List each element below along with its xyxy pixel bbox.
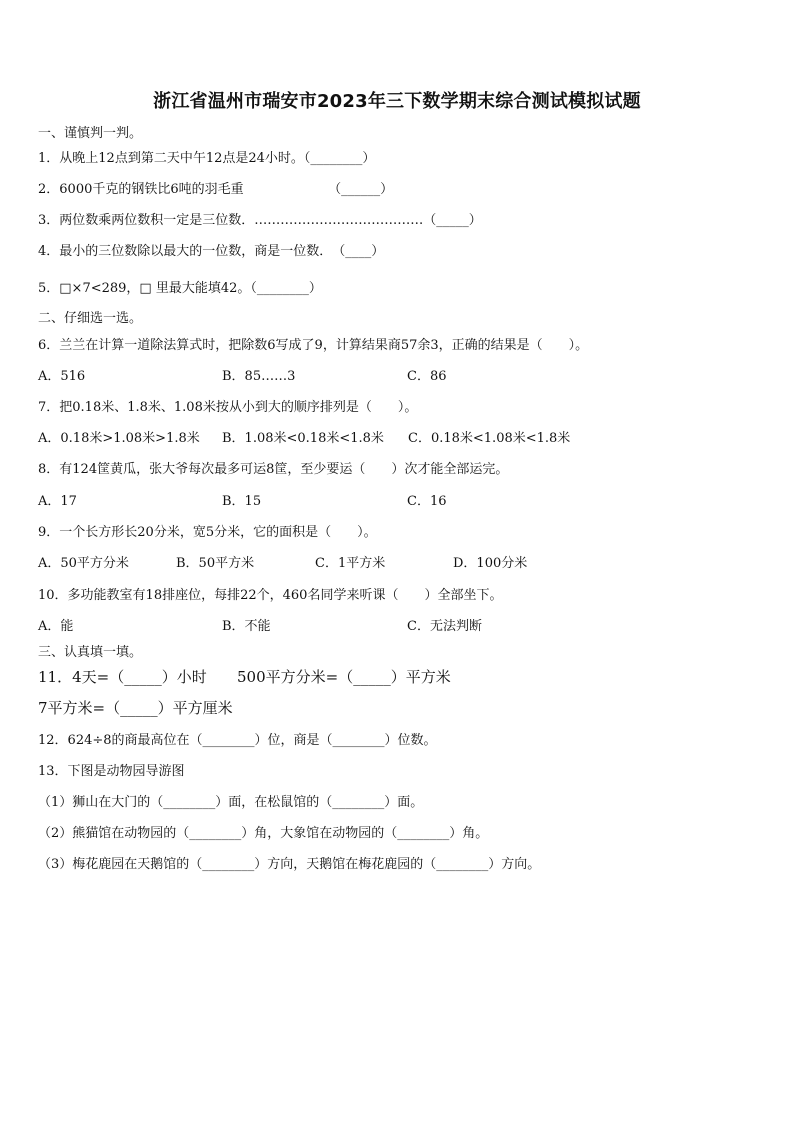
question-6: 6．兰兰在计算一道除法算式时，把除数6写成了9，计算结果商57余3，正确的结果是（ ）。	[38, 338, 589, 353]
question-12: 12．624÷8的商最高位在（________）位，商是（________）位数。	[38, 733, 437, 748]
question-2: 2．6000千克的钢铁比6吨的羽毛重 （______）	[38, 182, 394, 197]
q10-option-c: C．无法判断	[407, 619, 482, 634]
question-13-sub-3: （3）梅花鹿园在天鹅馆的（________）方向，天鹅馆在梅花鹿园的（________）方向。	[38, 857, 541, 872]
question-7: 7．把0.18米、1.8米、1.08米按从小到大的顺序排列是（ ）。	[38, 400, 418, 415]
question-1: 1．从晚上12点到第二天中午12点是24小时。（________）	[38, 151, 376, 166]
q9-option-d: D．100分米	[453, 556, 528, 571]
question-13-sub-1: （1）狮山在大门的（________）面，在松鼠馆的（________）面。	[38, 795, 424, 810]
q8-option-a: A．17	[38, 494, 77, 509]
q9-option-a: A．50平方分米	[38, 556, 129, 571]
question-11-part-b: 500平方分米=（_____）平方米	[237, 668, 451, 686]
question-13-sub-2: （2）熊猫馆在动物园的（________）角，大象馆在动物园的（________）角。	[38, 826, 489, 841]
q6-option-c: C．86	[407, 369, 447, 384]
section-heading-judge: 一、谨慎判一判。	[38, 126, 143, 141]
question-10: 10．多功能教室有18排座位，每排22个，460名同学来听课（ ）全部坐下。	[38, 588, 503, 603]
question-5: 5．□×7<289，□ 里最大能填42。（________）	[38, 281, 322, 296]
q7-option-c: C．0.18米<1.08米<1.8米	[408, 431, 571, 446]
question-8: 8．有124筐黄瓜，张大爷每次最多可运8筐，至少要运（ ）次才能全部运完。	[38, 462, 509, 477]
question-9: 9．一个长方形长20分米，宽5分米，它的面积是（ ）。	[38, 525, 377, 540]
section-heading-fill: 三、认真填一填。	[38, 645, 143, 660]
page-title: 浙江省温州市瑞安市2023年三下数学期末综合测试模拟试题	[153, 91, 641, 112]
question-4: 4．最小的三位数除以最大的一位数，商是一位数． （____）	[38, 244, 385, 259]
q6-option-b: B．85……3	[222, 369, 296, 384]
q9-option-c: C．1平方米	[315, 556, 386, 571]
q7-option-b: B．1.08米<0.18米<1.8米	[222, 431, 384, 446]
question-11-part-a: 11．4天=（_____）小时	[38, 668, 207, 686]
section-heading-choose: 二、仔细选一选。	[38, 311, 143, 326]
q8-option-b: B．15	[222, 494, 262, 509]
question-11-part-c: 7平方米=（_____）平方厘米	[38, 699, 233, 717]
q8-option-c: C．16	[407, 494, 447, 509]
question-13: 13．下图是动物园导游图	[38, 764, 185, 779]
q10-option-b: B．不能	[222, 619, 271, 634]
q7-option-a: A．0.18米>1.08米>1.8米	[38, 431, 200, 446]
q6-option-a: A．516	[38, 369, 86, 384]
q9-option-b: B．50平方米	[176, 556, 255, 571]
question-3: 3．两位数乘两位数积一定是三位数．…………………………………（_____）	[38, 213, 482, 228]
q10-option-a: A．能	[38, 619, 74, 634]
